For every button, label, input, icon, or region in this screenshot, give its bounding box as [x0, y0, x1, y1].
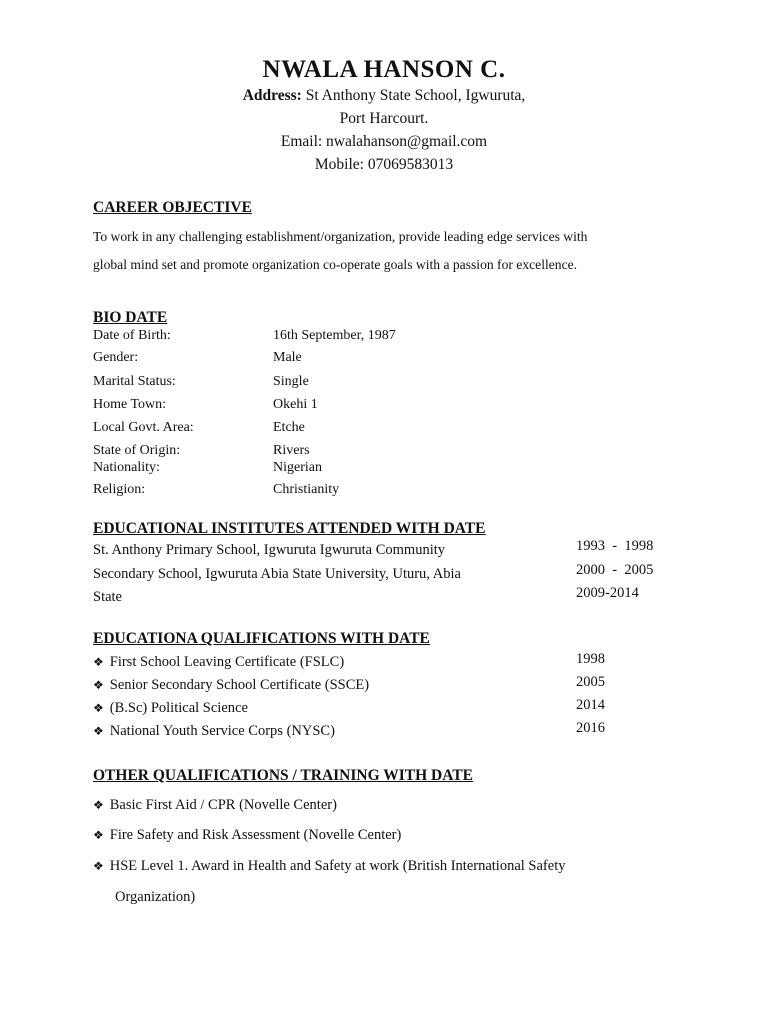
bio-value-marital: Single [273, 374, 309, 389]
bio-label-hometown: Home Town: [93, 397, 167, 412]
bio-label-state: State of Origin: [93, 443, 181, 458]
bio-label-religion: Religion: [93, 482, 146, 497]
training-item [93, 827, 401, 844]
training-item [93, 858, 565, 875]
education-text-line-1: St. Anthony Primary School, Igwuruta Igwuruta Community [93, 542, 446, 558]
bio-value-religion: Christianity [273, 482, 340, 497]
qualification-date: 2016 [576, 720, 605, 736]
address-label: Address: [242, 87, 302, 104]
qualification-text: First School Leaving Certificate (FSLC) [109, 654, 345, 670]
diamond-bullet-icon: ❖ [93, 859, 104, 873]
address-value: St Anthony State School, Igwuruta, [305, 87, 526, 104]
training-item-continuation: Organization) [115, 889, 196, 905]
qualifications-heading: EDUCATIONA QUALIFICATIONS WITH DATE [93, 630, 430, 647]
address-line-1 [0, 87, 768, 105]
resume-name: NWALA HANSON C. [262, 56, 506, 83]
qualification-text: (B.Sc) Political Science [109, 700, 248, 716]
education-date-3: 2009-2014 [576, 585, 639, 601]
qualification-text: National Youth Service Corps (NYSC) [109, 723, 335, 739]
career-objective-heading: CAREER OBJECTIVE [93, 199, 252, 216]
diamond-bullet-icon: ❖ [93, 798, 104, 812]
bio-value-hometown: Okehi 1 [273, 397, 318, 412]
bio-value-dob: 16th September, 1987 [273, 328, 396, 343]
qualification-date: 2014 [576, 697, 605, 713]
bio-label-nationality: Nationality: [93, 460, 160, 475]
qualification-date: 2005 [576, 674, 605, 690]
diamond-bullet-icon: ❖ [93, 678, 104, 692]
bio-label-lga: Local Govt. Area: [93, 420, 194, 435]
bio-label-dob: Date of Birth: [93, 328, 171, 343]
training-text: Fire Safety and Risk Assessment (Novelle Center) [109, 827, 402, 843]
career-objective-line-2: global mind set and promote organization co-operate goals with a passion for excellence. [93, 257, 578, 272]
qualification-text: Senior Secondary School Certificate (SSCE) [109, 677, 370, 693]
bio-value-state: Rivers [273, 443, 310, 458]
diamond-bullet-icon: ❖ [93, 828, 104, 842]
qualification-item [93, 723, 335, 740]
diamond-bullet-icon: ❖ [93, 701, 104, 715]
diamond-bullet-icon: ❖ [93, 655, 104, 669]
mobile-line: Mobile: 07069583013 [314, 156, 454, 173]
qualification-date: 1998 [576, 651, 605, 667]
bio-value-nationality: Nigerian [273, 460, 322, 475]
address-line-2: Port Harcourt. [339, 110, 429, 127]
training-text: Basic First Aid / CPR (Novelle Center) [109, 797, 337, 813]
training-text: HSE Level 1. Award in Health and Safety at work (British International Safety [109, 858, 566, 874]
education-date-2: 2000 - 2005 [576, 562, 654, 578]
education-text-line-3: State [93, 589, 122, 605]
other-qualifications-heading: OTHER QUALIFICATIONS / TRAINING WITH DATE [93, 767, 473, 784]
bio-label-gender: Gender: [93, 350, 139, 365]
qualification-item [93, 700, 248, 717]
diamond-bullet-icon: ❖ [93, 724, 104, 738]
training-item [93, 797, 337, 814]
education-date-1: 1993 - 1998 [576, 538, 654, 554]
education-heading: EDUCATIONAL INSTITUTES ATTENDED WITH DATE [93, 520, 486, 537]
email-line: Email: nwalahanson@gmail.com [280, 133, 488, 150]
career-objective-line-1: To work in any challenging establishment/organization, provide leading edge services with [93, 229, 588, 244]
education-text-line-2: Secondary School, Igwuruta Abia State University, Uturu, Abia [93, 566, 461, 582]
qualification-item [93, 677, 369, 694]
bio-value-gender: Male [273, 350, 302, 365]
bio-date-heading: BIO DATE [93, 309, 168, 326]
bio-value-lga: Etche [273, 420, 305, 435]
qualification-item [93, 654, 344, 671]
bio-label-marital: Marital Status: [93, 374, 176, 389]
